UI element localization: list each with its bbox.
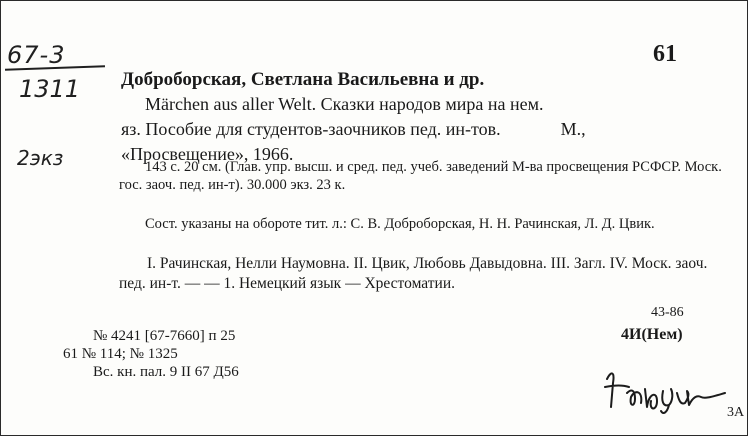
- tracings-block: [119, 254, 724, 294]
- handwritten-copies: 2экз: [17, 146, 64, 170]
- imprint-text: 143 с. 20 см. (Глав. упр. высш. и сред. пед. учеб. заведений М-ва просвещения РСФСР. Моск. гос. заоч. пед. ин-т). 30.000 экз. 23 к.: [119, 159, 722, 193]
- title-line-2-text: яз. Пособие для студентов-заочников пед. ин-тов.: [121, 119, 501, 139]
- authors-note-text: Сост. указаны на обороте тит. л.: С. В. Доброборская, Н. Н. Рачинская, Л. Д. Цвик.: [145, 216, 655, 232]
- handwritten-inventory-number: 1311: [19, 75, 81, 103]
- language-class: 4И(Нем): [621, 326, 683, 343]
- page-number: 61: [653, 41, 677, 67]
- title-block: [121, 92, 721, 167]
- title-line-2: [121, 117, 721, 142]
- title-line-3: «Просвещение», 1966.: [121, 144, 294, 164]
- publication-place: М.,: [560, 119, 586, 139]
- title-line-1: Märchen aus aller Welt. Сказки народов мира на нем.: [145, 94, 544, 114]
- author-heading: Доброборская, Светлана Васильевна и др.: [121, 69, 485, 90]
- tracings-text: I. Рачинская, Нелли Наумовна. II. Цвик, Любовь Давыдовна. III. Загл. IV. Моск. заоч. пед. ин-т. — — 1. Немецкий язык — Хрестоматии.: [119, 255, 708, 292]
- handwritten-signature: [601, 367, 731, 417]
- classification-number: 43-86: [651, 305, 684, 320]
- authors-note: [119, 215, 724, 233]
- accession-line-3: Вс. кн. пал. 9 II 67 Д56: [93, 364, 239, 380]
- accession-line-2: 61 № 114; № 1325: [63, 346, 178, 362]
- imprint-block: [119, 158, 724, 194]
- accession-line-1: № 4241 [67-7660] п 25: [93, 328, 236, 344]
- handwritten-call-number: 67-3: [7, 41, 66, 69]
- signature-mark: 3А: [727, 405, 745, 420]
